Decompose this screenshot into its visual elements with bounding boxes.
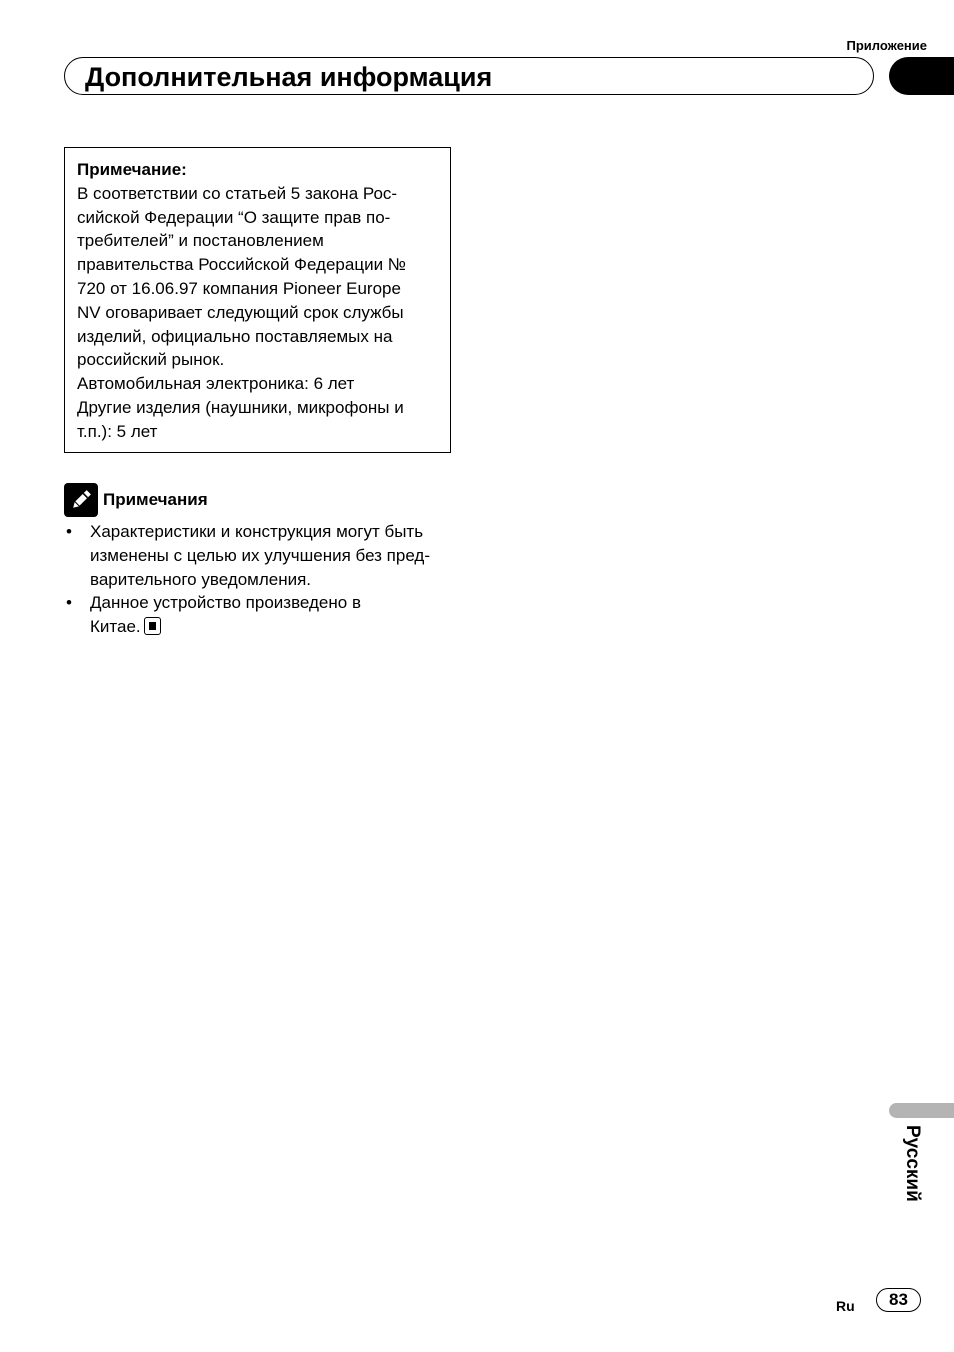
notice-line: российский рынок. bbox=[77, 350, 225, 370]
service-life-notice bbox=[64, 147, 451, 453]
bullet: • bbox=[66, 522, 72, 541]
lifetime-line: Автомобильная электроника: 6 лет bbox=[77, 374, 355, 394]
note-line: изменены с целью их улучшения без пред- bbox=[90, 545, 431, 565]
notes-header bbox=[64, 483, 208, 517]
notice-line: требителей” и постановлением bbox=[77, 231, 324, 251]
note-line: варительного уведомления. bbox=[90, 569, 312, 589]
language-label: Русский bbox=[902, 1125, 923, 1202]
notice-title: Примечание: bbox=[77, 160, 187, 179]
notice-line: В соответствии со статьей 5 закона Рос- bbox=[77, 183, 398, 203]
note-line: Характеристики и конструкция могут быть bbox=[90, 522, 424, 541]
language-tab bbox=[889, 1103, 954, 1118]
note-line: Китае. bbox=[90, 617, 141, 637]
section-tab-marker bbox=[889, 57, 954, 95]
page-language-code: Ru bbox=[836, 1298, 855, 1314]
title-bar bbox=[64, 57, 874, 95]
notice-line: правительства Российской Федерации № bbox=[77, 255, 407, 275]
bullet: • bbox=[66, 593, 72, 613]
page-title: Дополнительная информация bbox=[85, 62, 493, 92]
list-item bbox=[64, 520, 454, 591]
end-of-section-icon bbox=[144, 617, 161, 635]
lifetime-line: Другие изделия (наушники, микрофоны и bbox=[77, 397, 404, 417]
lifetime-line: т.п.): 5 лет bbox=[77, 421, 158, 441]
notes-list bbox=[64, 520, 454, 639]
note-line-with-end-mark bbox=[90, 615, 454, 639]
page-number: 83 bbox=[876, 1288, 921, 1312]
notice-line: изделий, официально поставляемых на bbox=[77, 326, 393, 346]
pencil-icon bbox=[64, 483, 98, 517]
note-line: Данное устройство произведено в bbox=[90, 593, 361, 613]
list-item bbox=[64, 591, 454, 639]
section-label: Приложение bbox=[846, 38, 927, 53]
notice-line: NV оговаривает следующий срок службы bbox=[77, 302, 404, 322]
notes-title: Примечания bbox=[103, 490, 208, 509]
notice-line: 720 от 16.06.97 компания Pioneer Europe bbox=[77, 278, 401, 298]
notice-line: сийской Федерации “О защите прав по- bbox=[77, 207, 391, 227]
